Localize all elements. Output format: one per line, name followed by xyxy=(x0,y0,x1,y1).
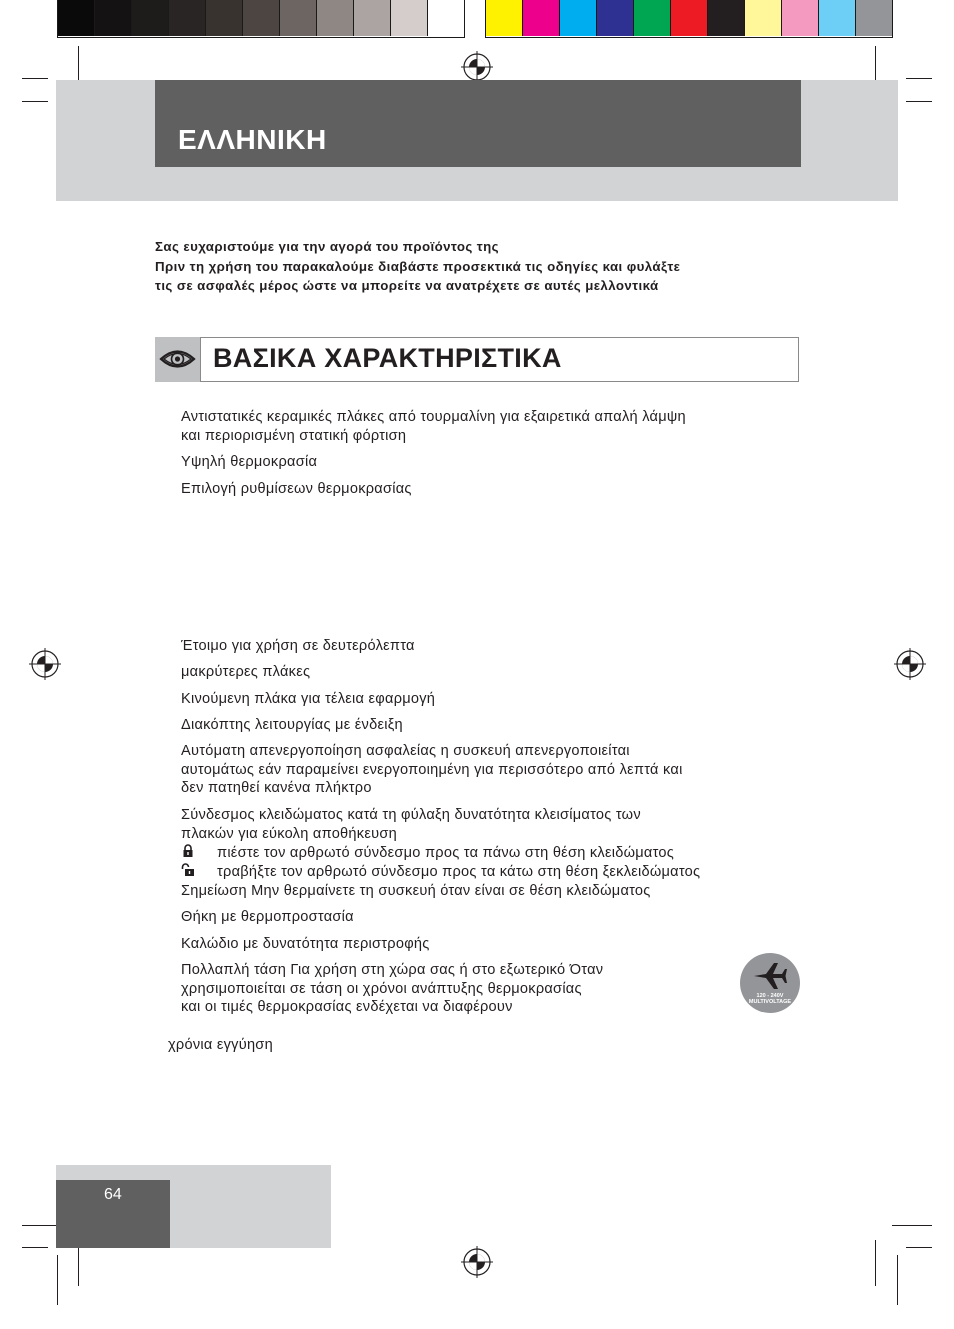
gray-swatch xyxy=(428,0,464,36)
lock-closed-icon xyxy=(181,844,217,863)
color-swatch xyxy=(782,0,819,36)
feature-line: Αυτόματη απενεργοποίηση ασφαλείας η συσκευή απενεργοποιείται xyxy=(181,743,630,759)
feature-item: Επιλογή ρυθμίσεων θερμοκρασίας xyxy=(181,481,412,497)
feature-item: Διακόπτης λειτουργίας με ένδειξη xyxy=(181,717,403,733)
feature-item xyxy=(181,742,683,798)
lock-instruction xyxy=(181,844,674,863)
feature-line: και οι τιμές θερμοκρασίας ενδέχεται να διαφέρουν xyxy=(181,999,513,1015)
color-calibration-bar xyxy=(57,0,899,38)
feature-item xyxy=(181,961,603,1017)
color-swatch xyxy=(856,0,892,36)
intro-line: τις σε ασφαλές μέρος ώστε να μπορείτε να ανατρέχετε σε αυτές μελλοντικά xyxy=(155,278,659,293)
unlock-instruction xyxy=(181,863,700,882)
feature-line: και περιορισμένη στατική φόρτιση xyxy=(181,427,407,444)
gray-swatch xyxy=(317,0,354,36)
feature-line: δεν πατηθεί κανένα πλήκτρο xyxy=(181,780,372,796)
feature-item: Κινούμενη πλάκα για τέλεια εφαρμογή xyxy=(181,691,436,707)
gray-swatch xyxy=(354,0,391,36)
crop-mark xyxy=(897,1255,898,1305)
crop-mark xyxy=(57,1255,58,1305)
color-swatch xyxy=(708,0,745,36)
gray-swatch xyxy=(58,0,95,36)
crop-mark xyxy=(22,78,48,79)
badge-multivoltage: MULTIVOLTAGE xyxy=(748,999,792,1005)
crop-mark xyxy=(906,1247,932,1248)
gray-swatch xyxy=(206,0,243,36)
badge-voltage: 120 - 240V xyxy=(756,993,784,999)
airplane-icon xyxy=(752,961,788,991)
registration-mark-right xyxy=(894,648,926,680)
intro-text xyxy=(155,237,680,296)
registration-mark-bottom xyxy=(461,1246,493,1278)
color-swatch xyxy=(819,0,856,36)
page-number: 64 xyxy=(104,1186,122,1203)
crop-mark xyxy=(906,78,932,79)
feature-item: Έτοιμο για χρήση σε δευτερόλεπτα xyxy=(181,638,415,654)
lock-down-text: τραβήξτε τον αρθρωτό σύνδεσμο προς τα κάτω στη θέση ξεκλειδώματος xyxy=(217,864,701,880)
feature-item xyxy=(181,806,641,843)
feature-line: Σύνδεσμος κλειδώματος κατά τη φύλαξη δυνατότητα κλεισίματος των xyxy=(181,807,641,823)
multivoltage-badge xyxy=(740,953,800,1013)
feature-line: αυτομάτως εάν παραμείνει ενεργοποιημένη για περισσότερο από λεπτά και xyxy=(181,761,683,778)
color-swatch xyxy=(671,0,708,36)
feature-line: Πολλαπλή τάση Για χρήση στη χώρα σας ή στο εξωτερικό Όταν xyxy=(181,962,604,978)
section-title: ΒΑΣΙΚΑ ΧΑΡΑΚΤΗΡΙΣΤΙΚΑ xyxy=(213,343,562,373)
feature-line: πλακών για εύκολη αποθήκευση xyxy=(181,825,397,842)
badge-label xyxy=(740,993,800,1005)
color-swatch xyxy=(486,0,523,36)
feature-item: μακρύτερες πλάκες xyxy=(181,664,311,680)
gray-swatch xyxy=(280,0,317,36)
intro-line: Σας ευχαριστούμε για την αγορά του προϊόντος της xyxy=(155,239,499,254)
gray-swatch xyxy=(95,0,132,36)
feature-item: Καλώδιο με δυνατότητα περιστροφής xyxy=(181,936,430,952)
page-title: ΕΛΛΗΝΙΚΗ xyxy=(178,124,327,155)
warranty-text: χρόνια εγγύηση xyxy=(168,1037,273,1053)
feature-item xyxy=(181,408,686,445)
crop-mark xyxy=(875,1240,876,1286)
registration-mark-top xyxy=(461,51,493,83)
color-swatch xyxy=(597,0,634,36)
intro-line: Πριν τη χρήση του παρακαλούμε διαβάστε προσεκτικά τις οδηγίες και φυλάξτε xyxy=(155,258,681,274)
gray-swatch xyxy=(132,0,169,36)
grayscale-swatches xyxy=(57,0,465,38)
feature-item: Θήκη με θερμοπροστασία xyxy=(181,909,354,925)
lock-note: Σημείωση Μην θερμαίνετε τη συσκευή όταν είναι σε θέση κλειδώματος xyxy=(181,883,651,899)
feature-line: Αντιστατικές κεραμικές πλάκες από τουρμαλίνη για εξαιρετικά απαλή λάμψη xyxy=(181,409,686,425)
color-swatch xyxy=(523,0,560,36)
gray-swatch xyxy=(243,0,280,36)
lock-up-text: πιέστε τον αρθρωτό σύνδεσμο προς τα πάνω στη θέση κλειδώματος xyxy=(217,845,675,861)
gray-swatch xyxy=(391,0,428,36)
gray-swatch xyxy=(169,0,206,36)
eye-icon xyxy=(155,337,201,382)
lock-open-icon xyxy=(181,863,217,882)
crop-mark xyxy=(892,1225,932,1226)
feature-line: χρησιμοποιείται σε τάση οι χρόνοι ανάπτυξης θερμοκρασίας xyxy=(181,980,582,997)
crop-mark xyxy=(22,101,48,102)
color-swatches xyxy=(485,0,893,38)
feature-item: Υψηλή θερμοκρασία xyxy=(181,454,318,470)
color-swatch xyxy=(634,0,671,36)
color-swatch xyxy=(745,0,782,36)
color-swatch xyxy=(560,0,597,36)
crop-mark xyxy=(22,1247,48,1248)
crop-mark xyxy=(906,101,932,102)
registration-mark-left xyxy=(29,648,61,680)
